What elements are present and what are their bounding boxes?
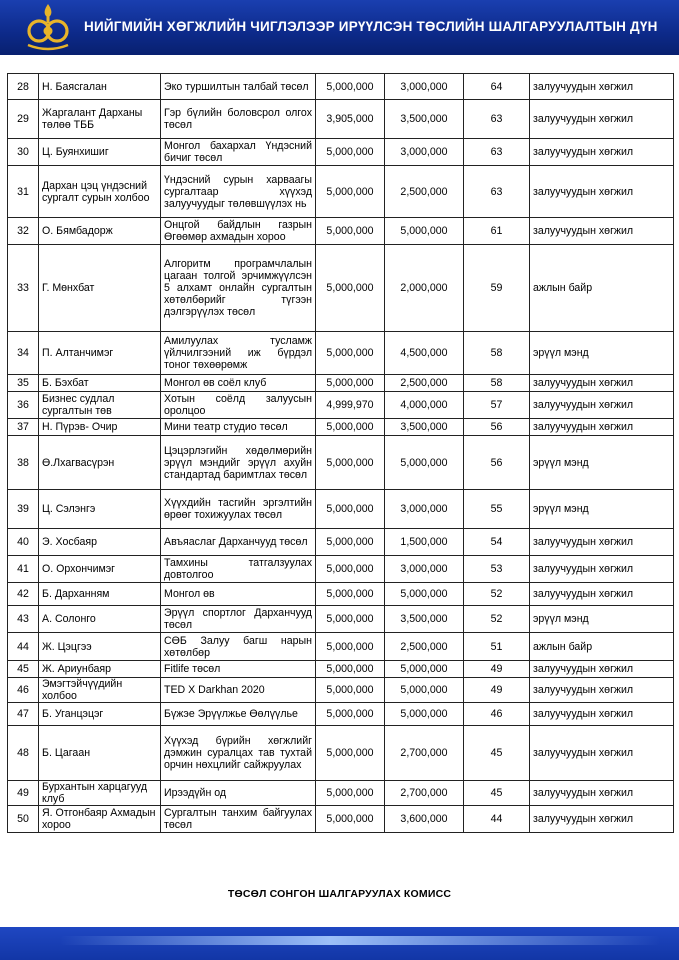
category-cell: залуучуудын хөгжил bbox=[530, 583, 674, 606]
applicant-name-cell: Б. Цагаан bbox=[39, 726, 161, 781]
row-number-cell: 33 bbox=[8, 245, 39, 332]
project-title-cell: СӨБ Залуу багш нарын хөтөлбөр bbox=[161, 633, 316, 661]
category-cell: залуучуудын хөгжил bbox=[530, 529, 674, 556]
score-cell: 58 bbox=[464, 375, 530, 392]
applicant-name-cell: Ц. Буянхишиг bbox=[39, 139, 161, 166]
requested-amount-cell: 4,999,970 bbox=[316, 392, 385, 419]
applicant-name-cell: Ө.Лхагвасүрэн bbox=[39, 436, 161, 490]
score-cell: 46 bbox=[464, 703, 530, 726]
project-title-cell: Ирээдүйн од bbox=[161, 781, 316, 806]
score-cell: 52 bbox=[464, 583, 530, 606]
row-number-cell: 48 bbox=[8, 726, 39, 781]
project-title-cell: Алгоритм програмчлалын цагаан толгой эрчимжүүлсэн 5 алхамт онлайн сургалтын хөтөлбөрийг түгээн дэлгэрүүлэх төсөл bbox=[161, 245, 316, 332]
project-title-cell: Бүжэе Эрүүлжье Өөлүүлье bbox=[161, 703, 316, 726]
granted-amount-cell: 3,000,000 bbox=[385, 490, 464, 529]
row-number-cell: 30 bbox=[8, 139, 39, 166]
row-number-cell: 46 bbox=[8, 678, 39, 703]
category-cell: залуучуудын хөгжил bbox=[530, 392, 674, 419]
granted-amount-cell: 5,000,000 bbox=[385, 436, 464, 490]
project-title-cell: Цэцэрлэгийн хөдөлмөрийн эрүүл мэндийг эрүүл ахуйн стандартад баримтлах төсөл bbox=[161, 436, 316, 490]
project-title-cell: Монгол өв соёл клуб bbox=[161, 375, 316, 392]
requested-amount-cell: 5,000,000 bbox=[316, 139, 385, 166]
score-cell: 56 bbox=[464, 436, 530, 490]
applicant-name-cell: Ж. Ариунбаяр bbox=[39, 661, 161, 678]
granted-amount-cell: 3,500,000 bbox=[385, 419, 464, 436]
project-title-cell: Монгол бахархал Үндэсний бичиг төсөл bbox=[161, 139, 316, 166]
applicant-name-cell: Г. Мөнхбат bbox=[39, 245, 161, 332]
row-number-cell: 29 bbox=[8, 100, 39, 139]
applicant-name-cell: Э. Хосбаяр bbox=[39, 529, 161, 556]
requested-amount-cell: 5,000,000 bbox=[316, 781, 385, 806]
score-cell: 59 bbox=[464, 245, 530, 332]
score-cell: 52 bbox=[464, 606, 530, 633]
score-cell: 49 bbox=[464, 661, 530, 678]
requested-amount-cell: 5,000,000 bbox=[316, 661, 385, 678]
applicant-name-cell: А. Солонго bbox=[39, 606, 161, 633]
score-cell: 53 bbox=[464, 556, 530, 583]
granted-amount-cell: 2,500,000 bbox=[385, 375, 464, 392]
granted-amount-cell: 2,700,000 bbox=[385, 781, 464, 806]
requested-amount-cell: 3,905,000 bbox=[316, 100, 385, 139]
page-footer bbox=[0, 927, 679, 960]
requested-amount-cell: 5,000,000 bbox=[316, 74, 385, 100]
granted-amount-cell: 3,000,000 bbox=[385, 556, 464, 583]
score-cell: 57 bbox=[464, 392, 530, 419]
category-cell: эрүүл мэнд bbox=[530, 436, 674, 490]
category-cell: эрүүл мэнд bbox=[530, 606, 674, 633]
score-cell: 58 bbox=[464, 332, 530, 375]
page-title: НИЙГМИЙН ХӨГЖЛИЙН ЧИГЛЭЛЭЭР ИРҮҮЛСЭН ТӨСЛИЙН ШАЛГАРУУЛАЛТЫН ДҮН bbox=[84, 19, 658, 34]
page-header bbox=[0, 0, 679, 55]
granted-amount-cell: 4,000,000 bbox=[385, 392, 464, 419]
table-row bbox=[8, 678, 674, 703]
category-cell: залуучуудын хөгжил bbox=[530, 166, 674, 218]
project-title-cell: Үндэсний сурын харваагы сургалтаар хүүхэд залуучуудыг төлөвшүүлэх нь bbox=[161, 166, 316, 218]
requested-amount-cell: 5,000,000 bbox=[316, 726, 385, 781]
table-row bbox=[8, 781, 674, 806]
applicant-name-cell: Бурхантын харцагууд клуб bbox=[39, 781, 161, 806]
table-row bbox=[8, 583, 674, 606]
applicant-name-cell: Я. Отгонбаяр Ахмадын хороо bbox=[39, 806, 161, 833]
category-cell: залуучуудын хөгжил bbox=[530, 218, 674, 245]
table-row bbox=[8, 661, 674, 678]
granted-amount-cell: 3,000,000 bbox=[385, 139, 464, 166]
project-title-cell: Монгол өв bbox=[161, 583, 316, 606]
row-number-cell: 31 bbox=[8, 166, 39, 218]
row-number-cell: 45 bbox=[8, 661, 39, 678]
granted-amount-cell: 5,000,000 bbox=[385, 678, 464, 703]
granted-amount-cell: 5,000,000 bbox=[385, 583, 464, 606]
row-number-cell: 35 bbox=[8, 375, 39, 392]
applicant-name-cell: Ц. Сэлэнгэ bbox=[39, 490, 161, 529]
category-cell: ажлын байр bbox=[530, 633, 674, 661]
row-number-cell: 41 bbox=[8, 556, 39, 583]
category-cell: залуучуудын хөгжил bbox=[530, 100, 674, 139]
requested-amount-cell: 5,000,000 bbox=[316, 806, 385, 833]
applicant-name-cell: Н. Баясгалан bbox=[39, 74, 161, 100]
table-row bbox=[8, 139, 674, 166]
score-cell: 63 bbox=[464, 166, 530, 218]
score-cell: 61 bbox=[464, 218, 530, 245]
requested-amount-cell: 5,000,000 bbox=[316, 245, 385, 332]
project-title-cell: TED X Darkhan 2020 bbox=[161, 678, 316, 703]
results-table bbox=[7, 73, 674, 833]
requested-amount-cell: 5,000,000 bbox=[316, 490, 385, 529]
table-row bbox=[8, 703, 674, 726]
category-cell: залуучуудын хөгжил bbox=[530, 375, 674, 392]
applicant-name-cell: Н. Пүрэв- Очир bbox=[39, 419, 161, 436]
applicant-name-cell: Эмэгтэйчүүдийн холбоо bbox=[39, 678, 161, 703]
granted-amount-cell: 2,500,000 bbox=[385, 633, 464, 661]
requested-amount-cell: 5,000,000 bbox=[316, 218, 385, 245]
table-row bbox=[8, 436, 674, 490]
score-cell: 55 bbox=[464, 490, 530, 529]
applicant-name-cell: Ж. Цэцгээ bbox=[39, 633, 161, 661]
row-number-cell: 44 bbox=[8, 633, 39, 661]
table-row bbox=[8, 806, 674, 833]
category-cell: залуучуудын хөгжил bbox=[530, 661, 674, 678]
category-cell: эрүүл мэнд bbox=[530, 490, 674, 529]
table-row bbox=[8, 633, 674, 661]
soyombo-emblem-icon bbox=[20, 1, 76, 53]
category-cell: залуучуудын хөгжил bbox=[530, 139, 674, 166]
category-cell: залуучуудын хөгжил bbox=[530, 74, 674, 100]
table-row bbox=[8, 556, 674, 583]
row-number-cell: 34 bbox=[8, 332, 39, 375]
results-table-body bbox=[8, 74, 674, 833]
granted-amount-cell: 4,500,000 bbox=[385, 332, 464, 375]
granted-amount-cell: 5,000,000 bbox=[385, 218, 464, 245]
applicant-name-cell: П. Алтанчимэг bbox=[39, 332, 161, 375]
category-cell: залуучуудын хөгжил bbox=[530, 703, 674, 726]
category-cell: залуучуудын хөгжил bbox=[530, 678, 674, 703]
category-cell: залуучуудын хөгжил bbox=[530, 781, 674, 806]
project-title-cell: Сургалтын танхим байгуулах төсөл bbox=[161, 806, 316, 833]
granted-amount-cell: 2,700,000 bbox=[385, 726, 464, 781]
table-row bbox=[8, 392, 674, 419]
table-row bbox=[8, 375, 674, 392]
row-number-cell: 37 bbox=[8, 419, 39, 436]
project-title-cell: Эрүүл спортлог Дарханчууд төсөл bbox=[161, 606, 316, 633]
project-title-cell: Хотын соёлд залуусын оролцоо bbox=[161, 392, 316, 419]
category-cell: залуучуудын хөгжил bbox=[530, 726, 674, 781]
table-row bbox=[8, 332, 674, 375]
row-number-cell: 39 bbox=[8, 490, 39, 529]
table-row bbox=[8, 166, 674, 218]
requested-amount-cell: 5,000,000 bbox=[316, 633, 385, 661]
category-cell: ажлын байр bbox=[530, 245, 674, 332]
applicant-name-cell: О. Бямбадорж bbox=[39, 218, 161, 245]
requested-amount-cell: 5,000,000 bbox=[316, 556, 385, 583]
requested-amount-cell: 5,000,000 bbox=[316, 419, 385, 436]
table-row bbox=[8, 419, 674, 436]
granted-amount-cell: 3,000,000 bbox=[385, 74, 464, 100]
project-title-cell: Тамхины татгалзуулах довтолгоо bbox=[161, 556, 316, 583]
score-cell: 64 bbox=[464, 74, 530, 100]
requested-amount-cell: 5,000,000 bbox=[316, 529, 385, 556]
row-number-cell: 38 bbox=[8, 436, 39, 490]
applicant-name-cell: О. Орхончимэг bbox=[39, 556, 161, 583]
score-cell: 45 bbox=[464, 781, 530, 806]
requested-amount-cell: 5,000,000 bbox=[316, 606, 385, 633]
row-number-cell: 32 bbox=[8, 218, 39, 245]
requested-amount-cell: 5,000,000 bbox=[316, 678, 385, 703]
applicant-name-cell: Б. Уганцэцэг bbox=[39, 703, 161, 726]
granted-amount-cell: 3,500,000 bbox=[385, 100, 464, 139]
granted-amount-cell: 5,000,000 bbox=[385, 703, 464, 726]
granted-amount-cell: 5,000,000 bbox=[385, 661, 464, 678]
project-title-cell: Амилуулах тусламж үйлчилгээний иж бүрдэл тоног төхөөрөмж bbox=[161, 332, 316, 375]
granted-amount-cell: 1,500,000 bbox=[385, 529, 464, 556]
category-cell: залуучуудын хөгжил bbox=[530, 556, 674, 583]
project-title-cell: Хүүхдийн тасгийн эргэлтийн өрөөг тохижуулах төсөл bbox=[161, 490, 316, 529]
row-number-cell: 36 bbox=[8, 392, 39, 419]
category-cell: эрүүл мэнд bbox=[530, 332, 674, 375]
granted-amount-cell: 3,600,000 bbox=[385, 806, 464, 833]
table-row bbox=[8, 74, 674, 100]
granted-amount-cell: 2,000,000 bbox=[385, 245, 464, 332]
granted-amount-cell: 3,500,000 bbox=[385, 606, 464, 633]
project-title-cell: Онцгой байдлын газрын Өгөөмөр ахмадын хороо bbox=[161, 218, 316, 245]
project-title-cell: Хүүхэд бүрийн хөгжлийг дэмжин суралцах тав тухтай орчин нөхцлийг сайжруулах bbox=[161, 726, 316, 781]
project-title-cell: Гэр бүлийн боловсрол олгох төсөл bbox=[161, 100, 316, 139]
score-cell: 56 bbox=[464, 419, 530, 436]
score-cell: 54 bbox=[464, 529, 530, 556]
requested-amount-cell: 5,000,000 bbox=[316, 332, 385, 375]
table-row bbox=[8, 606, 674, 633]
row-number-cell: 50 bbox=[8, 806, 39, 833]
score-cell: 51 bbox=[464, 633, 530, 661]
applicant-name-cell: Жаргалант Дарханы төлөө ТББ bbox=[39, 100, 161, 139]
category-cell: залуучуудын хөгжил bbox=[530, 806, 674, 833]
score-cell: 49 bbox=[464, 678, 530, 703]
applicant-name-cell: Б. Дарханням bbox=[39, 583, 161, 606]
granted-amount-cell: 2,500,000 bbox=[385, 166, 464, 218]
footer-light-streak bbox=[60, 936, 660, 945]
project-title-cell: Fitlife төсөл bbox=[161, 661, 316, 678]
table-row bbox=[8, 529, 674, 556]
project-title-cell: Эко туршилтын талбай төсөл bbox=[161, 74, 316, 100]
row-number-cell: 43 bbox=[8, 606, 39, 633]
project-title-cell: Мини театр студио төсөл bbox=[161, 419, 316, 436]
table-row bbox=[8, 490, 674, 529]
requested-amount-cell: 5,000,000 bbox=[316, 436, 385, 490]
row-number-cell: 28 bbox=[8, 74, 39, 100]
requested-amount-cell: 5,000,000 bbox=[316, 703, 385, 726]
category-cell: залуучуудын хөгжил bbox=[530, 419, 674, 436]
requested-amount-cell: 5,000,000 bbox=[316, 375, 385, 392]
score-cell: 45 bbox=[464, 726, 530, 781]
score-cell: 44 bbox=[464, 806, 530, 833]
table-row bbox=[8, 245, 674, 332]
applicant-name-cell: Дархан цэц үндэсний сургалт сурын холбоо bbox=[39, 166, 161, 218]
requested-amount-cell: 5,000,000 bbox=[316, 583, 385, 606]
table-row bbox=[8, 218, 674, 245]
project-title-cell: Авъяаслаг Дарханчууд төсөл bbox=[161, 529, 316, 556]
row-number-cell: 40 bbox=[8, 529, 39, 556]
table-row bbox=[8, 726, 674, 781]
committee-title: ТӨСӨЛ СОНГОН ШАЛГАРУУЛАХ КОМИСС bbox=[227, 888, 452, 900]
score-cell: 63 bbox=[464, 139, 530, 166]
applicant-name-cell: Бизнес судлал сургалтын төв bbox=[39, 392, 161, 419]
row-number-cell: 42 bbox=[8, 583, 39, 606]
table-row bbox=[8, 100, 674, 139]
row-number-cell: 47 bbox=[8, 703, 39, 726]
applicant-name-cell: Б. Бэхбат bbox=[39, 375, 161, 392]
row-number-cell: 49 bbox=[8, 781, 39, 806]
score-cell: 63 bbox=[464, 100, 530, 139]
requested-amount-cell: 5,000,000 bbox=[316, 166, 385, 218]
